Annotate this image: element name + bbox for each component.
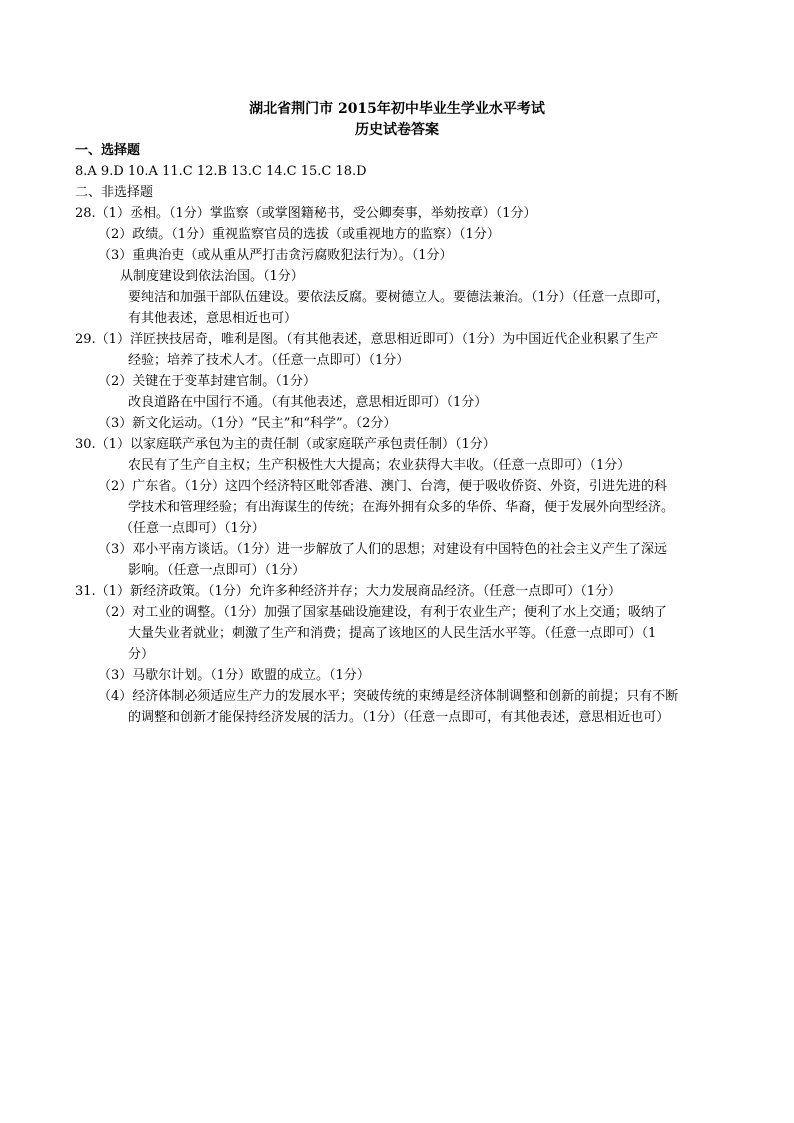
- q29-line-3: （2）关键在于变革封建官制。（1分）: [98, 374, 317, 389]
- document-title: 湖北省荆门市 2015年初中毕业生学业水平考试: [249, 101, 545, 117]
- q31-line-6: （4）经济体制必须适应生产力的发展水平；突破传统的束缚是经济体制调整和创新的前提；只有不断: [98, 689, 679, 704]
- q28-line-6: 有其他表述，意思相近也可）: [128, 311, 298, 326]
- q30-line-4: 学技术和管理经验；有出海谋生的传统；在海外拥有众多的华侨、华裔，便于发展外向型经济。: [128, 500, 675, 515]
- q29-line-4: 改良道路在中国行不通。（有其他表述，意思相近即可）（1分）: [128, 395, 488, 410]
- q28-line-3: （3）重典治吏（或从重从严打击贪污腐败犯法行为）。（1分）: [98, 248, 453, 263]
- multiple-choice-answers: 8.A 9.D 10.A 11.C 12.B 13.C 14.C 15.C 18.D: [75, 164, 367, 179]
- document-subtitle: 历史试卷答案: [355, 122, 439, 138]
- q30-line-2: 农民有了生产自主权；生产积极性大大提高；农业获得大丰收。（任意一点即可）（1分）: [128, 458, 631, 473]
- section-1-heading: 一、选择题: [75, 143, 141, 158]
- q31-line-4: 分）: [128, 647, 155, 662]
- q30-line-5: （任意一点即可）（1分）: [120, 521, 265, 536]
- q30-line-7: 影响。（任意一点即可）（1分）: [128, 563, 306, 578]
- q28-line-2: （2）政绩。（1分）重视监察官员的选拔（或重视地方的监察）（1分）: [98, 227, 500, 242]
- q28-line-5: 要纯洁和加强干部队伍建设。要依法反腐。要树德立人。要德法兼治。（1分）（任意一点即可，: [128, 290, 670, 305]
- q31-line-3: 大量失业者就业；刺激了生产和消费；提高了该地区的人民生活水平等。（任意一点即可）（1: [128, 626, 657, 641]
- q28-line-4: 从制度建设到依法治国。（1分）: [120, 269, 304, 284]
- q31-line-7: 的调整和创新才能保持经济发展的活力。（1分）（任意一点即可，有其他表述，意思相近也可）: [128, 710, 670, 725]
- q29-line-1: 29.（1）洋匠挟技居奇，唯利是图。（有其他表述，意思相近即可）（1分）为中国近代企业积累了生产: [75, 332, 659, 347]
- q31-line-2: （2）对工业的调整。（1分）加强了国家基础设施建设，有利于农业生产；便利了水上交通；吸纳了: [98, 605, 668, 620]
- q30-line-3: （2）广东省。（1分）这四个经济特区毗邻香港、澳门、台湾，便于吸收侨资、外资，引进先进的科: [98, 479, 668, 494]
- q28-line-1: 28.（1）丞相。（1分）掌监察（或掌图籍秘书，受公卿奏事，举劾按章）（1分）: [75, 206, 537, 221]
- q31-line-1: 31.（1）新经济政策。（1分）允许多种经济并存；大力发展商品经济。（任意一点即可）（1分）: [75, 584, 621, 599]
- section-2-heading: 二、非选择题: [75, 185, 154, 200]
- q30-line-6: （3）邓小平南方谈话。（1分）进一步解放了人们的思想；对建设有中国特色的社会主义产生了深远: [98, 542, 668, 557]
- q30-line-1: 30.（1）以家庭联产承包为主的责任制（或家庭联产承包责任制）（1分）: [75, 437, 496, 452]
- q29-line-5: （3）新文化运动。（1分）“民主”和“科学”。（2分）: [98, 416, 397, 431]
- q31-line-5: （3）马歇尔计划。（1分）欧盟的成立。（1分）: [98, 668, 370, 683]
- q29-line-2: 经验；培养了技术人才。（任意一点即可）（1分）: [128, 353, 410, 368]
